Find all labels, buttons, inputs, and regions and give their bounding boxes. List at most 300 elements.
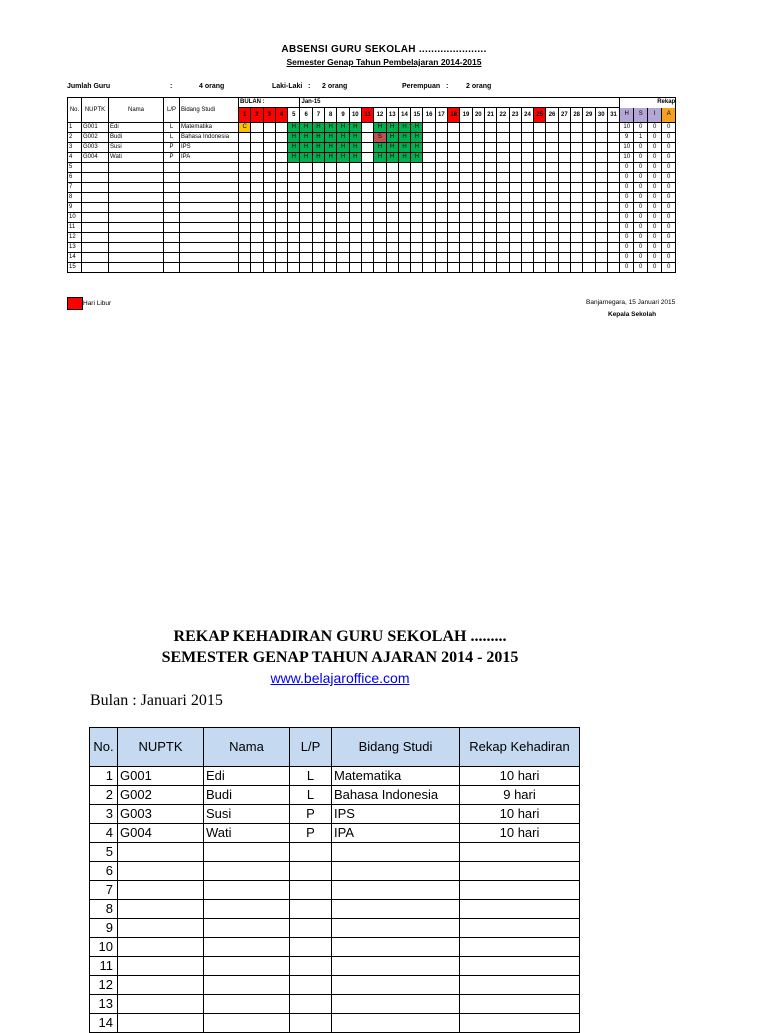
day-cell [509,243,521,253]
day-cell [423,183,435,193]
day-cell [337,193,349,203]
day-header: 8 [325,108,337,123]
day-cell [571,143,583,153]
table-row [90,938,580,957]
row-a: 0 [662,213,676,223]
row-no: 8 [90,900,118,919]
row-no: 13 [68,243,82,253]
row-a: 0 [662,123,676,133]
row-lp [164,183,180,193]
day-header: 14 [398,108,410,123]
row-nuptk [118,900,204,919]
day-cell [423,223,435,233]
day-cell [325,173,337,183]
day-cell [288,233,300,243]
day-cell [251,233,263,243]
day-cell [312,233,324,243]
row-bidang [332,957,460,976]
row-a: 0 [662,253,676,263]
day-header: 21 [484,108,496,123]
row-bidang: Bahasa Indonesia [332,786,460,805]
day-cell [448,183,460,193]
row-nama: Budi [109,133,164,143]
day-cell [497,133,509,143]
day-cell [300,213,312,223]
day-cell [595,183,607,193]
website-link[interactable]: www.belajaroffice.com [270,670,410,686]
row-no: 6 [90,862,118,881]
row-no: 10 [68,213,82,223]
row-no: 2 [68,133,82,143]
day-cell [534,143,546,153]
day-cell [546,213,558,223]
day-cell [251,183,263,193]
day-cell [583,183,595,193]
day-cell [484,263,496,273]
day-header: 22 [497,108,509,123]
day-cell [595,213,607,223]
day-cell [275,253,287,263]
row-nama [204,862,290,881]
day-cell [497,143,509,153]
day-cell [374,163,386,173]
row-no: 1 [68,123,82,133]
row-bidang [180,163,239,173]
day-cell [607,143,619,153]
row-a: 0 [662,203,676,213]
colon: : [446,83,449,90]
day-cell [275,153,287,163]
header-h: H [620,108,634,123]
row-rekap [460,862,580,881]
row-lp: L [290,767,332,786]
row-nuptk [118,843,204,862]
day-cell: H [288,133,300,143]
day-header: 5 [288,108,300,123]
table-row [68,163,676,173]
day-cell [558,163,570,173]
day-cell [312,263,324,273]
row-bidang [332,843,460,862]
day-cell [349,243,361,253]
row-a: 0 [662,223,676,233]
day-cell [275,233,287,243]
day-cell [583,133,595,143]
row-nama [109,263,164,273]
row-i: 0 [648,153,662,163]
row-s: 0 [634,253,648,263]
day-cell [448,243,460,253]
row-nuptk [82,223,109,233]
table-row [90,805,580,824]
day-cell [509,253,521,263]
day-cell [595,123,607,133]
day-cell [263,253,275,263]
day-cell: H [411,143,423,153]
row-nama [109,233,164,243]
day-cell [361,203,373,213]
day-cell [263,233,275,243]
day-cell [497,183,509,193]
day-cell: H [349,133,361,143]
colon: : [170,83,173,90]
day-cell [263,243,275,253]
day-cell [546,153,558,163]
row-s: 0 [634,163,648,173]
day-cell [497,253,509,263]
day-cell [460,173,472,183]
row-nama [109,163,164,173]
day-cell [546,133,558,143]
day-cell [472,183,484,193]
day-cell [312,243,324,253]
row-no: 4 [68,153,82,163]
day-cell [521,183,533,193]
row-h: 0 [620,213,634,223]
day-cell [300,203,312,213]
day-cell [521,263,533,273]
day-header: 11 [361,108,373,123]
day-cell [558,133,570,143]
day-cell [398,233,410,243]
day-cell [349,193,361,203]
day-cell [386,233,398,243]
day-cell: H [398,123,410,133]
rekap-table [89,727,580,1033]
row-rekap [460,976,580,995]
day-cell [534,183,546,193]
day-cell [423,193,435,203]
table-row [68,123,676,133]
day-cell [423,153,435,163]
day-cell [558,213,570,223]
row-nuptk: G003 [118,805,204,824]
day-cell [435,153,447,163]
day-cell [288,263,300,273]
row-no: 11 [68,223,82,233]
row-h: 0 [620,163,634,173]
day-cell [386,183,398,193]
table-row [90,1014,580,1033]
day-cell [558,233,570,243]
header-a: A [662,108,676,123]
day-cell [275,123,287,133]
day-cell [558,223,570,233]
day-cell [448,193,460,203]
day-cell [484,173,496,183]
day-cell [374,183,386,193]
day-cell [263,153,275,163]
day-cell [374,173,386,183]
day-cell [558,183,570,193]
day-cell [583,243,595,253]
day-cell [521,213,533,223]
day-cell [239,253,251,263]
row-nuptk [82,183,109,193]
row-no: 7 [90,881,118,900]
day-cell [251,143,263,153]
day-cell [251,203,263,213]
day-cell [497,123,509,133]
day-cell: H [300,133,312,143]
day-cell [435,193,447,203]
day-header: 17 [435,108,447,123]
day-cell [448,163,460,173]
day-cell [484,223,496,233]
day-cell [275,213,287,223]
day-cell [472,253,484,263]
day-cell [460,133,472,143]
row-nama: Susi [109,143,164,153]
row-nama [204,976,290,995]
day-cell [374,203,386,213]
day-cell [521,153,533,163]
row-no: 8 [68,193,82,203]
table-row [68,173,676,183]
day-cell [595,153,607,163]
row-h: 10 [620,123,634,133]
row-nuptk [82,243,109,253]
day-cell [361,173,373,183]
day-cell [423,243,435,253]
row-nama [109,243,164,253]
day-cell [546,123,558,133]
day-cell [460,163,472,173]
day-cell [349,173,361,183]
signer-title: Kepala Sekolah [608,311,657,318]
day-cell [411,193,423,203]
header-bidang: Bidang Studi [180,98,239,123]
day-cell [411,233,423,243]
rekap-title: REKAP KEHADIRAN GURU SEKOLAH ......... [173,628,507,645]
day-header: 26 [546,108,558,123]
day-cell [337,243,349,253]
day-cell [239,153,251,163]
row-rekap [460,919,580,938]
row-lp [290,919,332,938]
day-header: 30 [595,108,607,123]
day-cell [534,153,546,163]
day-cell [325,163,337,173]
row-bidang [332,938,460,957]
row-nama: Edi [109,123,164,133]
day-cell [583,203,595,213]
day-cell [288,173,300,183]
row-lp [164,213,180,223]
day-cell [386,173,398,183]
day-cell [325,203,337,213]
row-lp: P [164,153,180,163]
row-bidang: IPS [332,805,460,824]
table-row [68,233,676,243]
row-bidang [332,900,460,919]
day-cell: H [374,153,386,163]
header-rekap: Rekap Kehadiran [460,728,580,767]
header-bidang: Bidang Studi [332,728,460,767]
row-nuptk [118,1014,204,1033]
table-row [68,223,676,233]
day-cell: H [386,133,398,143]
day-cell [472,213,484,223]
day-cell [312,193,324,203]
row-bidang [332,881,460,900]
day-cell [558,193,570,203]
day-cell [484,123,496,133]
row-h: 0 [620,223,634,233]
day-cell [239,183,251,193]
day-cell: H [288,123,300,133]
day-cell [398,173,410,183]
day-cell [472,223,484,233]
day-cell: H [337,153,349,163]
row-bidang [332,976,460,995]
row-i: 0 [648,233,662,243]
row-no: 10 [90,938,118,957]
day-cell [374,213,386,223]
day-cell [521,243,533,253]
day-cell [546,233,558,243]
day-header: 20 [472,108,484,123]
day-cell [607,223,619,233]
day-cell [534,213,546,223]
day-cell [398,213,410,223]
day-cell [288,223,300,233]
row-i: 0 [648,253,662,263]
day-cell [398,203,410,213]
row-nuptk: G004 [118,824,204,843]
day-cell [361,263,373,273]
day-cell [337,253,349,263]
row-nama [204,919,290,938]
day-cell [472,233,484,243]
row-lp [164,173,180,183]
day-cell [509,123,521,133]
header-nuptk: NUPTK [82,98,109,123]
day-cell [583,173,595,183]
day-cell [509,133,521,143]
day-cell [398,193,410,203]
day-cell [349,223,361,233]
header-nama: Nama [204,728,290,767]
table-row [68,253,676,263]
day-header: 7 [312,108,324,123]
day-cell [607,263,619,273]
day-cell [251,223,263,233]
day-cell [386,163,398,173]
day-cell [484,233,496,243]
day-cell: H [325,133,337,143]
row-a: 0 [662,183,676,193]
day-cell [484,193,496,203]
day-cell [288,243,300,253]
day-cell [361,133,373,143]
day-cell [534,193,546,203]
day-cell [374,193,386,203]
day-cell [398,243,410,253]
day-cell [546,173,558,183]
table-row [90,957,580,976]
day-cell [411,263,423,273]
day-cell: H [325,153,337,163]
day-cell [435,253,447,263]
day-cell: H [288,143,300,153]
table-row [68,213,676,223]
row-bidang [180,193,239,203]
sheet-subtitle: Semester Genap Tahun Pembelajaran 2014-2015 [286,57,482,67]
day-cell [374,233,386,243]
row-nama [109,253,164,263]
day-header: 18 [448,108,460,123]
row-nuptk [82,193,109,203]
row-no: 6 [68,173,82,183]
day-cell [460,263,472,273]
day-header: 13 [386,108,398,123]
row-lp: P [290,805,332,824]
row-a: 0 [662,133,676,143]
row-lp: P [164,143,180,153]
row-s: 0 [634,193,648,203]
day-cell [571,233,583,243]
day-cell [534,243,546,253]
day-cell [448,143,460,153]
header-lp: L/P [164,98,180,123]
row-no: 15 [68,263,82,273]
day-cell [521,123,533,133]
row-rekap: 9 hari [460,786,580,805]
day-cell [460,213,472,223]
row-no: 3 [90,805,118,824]
row-s: 0 [634,143,648,153]
day-cell [521,193,533,203]
day-cell [263,263,275,273]
row-lp [164,193,180,203]
day-cell [386,193,398,203]
row-nuptk [118,957,204,976]
day-cell [583,123,595,133]
day-cell [448,153,460,163]
table-row [90,843,580,862]
day-cell [239,203,251,213]
colon: : [308,83,311,90]
day-cell: H [288,153,300,163]
day-cell [337,173,349,183]
table-row [68,143,676,153]
day-cell: H [300,123,312,133]
day-cell [411,243,423,253]
day-cell [435,223,447,233]
day-cell [435,263,447,273]
laki-value: 2 orang [322,83,348,90]
day-cell [558,173,570,183]
jumlah-guru-value: 4 orang [199,83,225,90]
day-cell: H [300,143,312,153]
row-s: 0 [634,183,648,193]
day-cell: H [325,143,337,153]
row-no: 5 [68,163,82,173]
day-cell [484,153,496,163]
day-cell [398,223,410,233]
day-cell [386,203,398,213]
row-nama [204,900,290,919]
day-cell [460,253,472,263]
day-cell [509,153,521,163]
table-row [90,824,580,843]
day-cell [484,253,496,263]
row-lp [290,1014,332,1033]
row-s: 0 [634,263,648,273]
day-cell [571,183,583,193]
day-cell [607,253,619,263]
